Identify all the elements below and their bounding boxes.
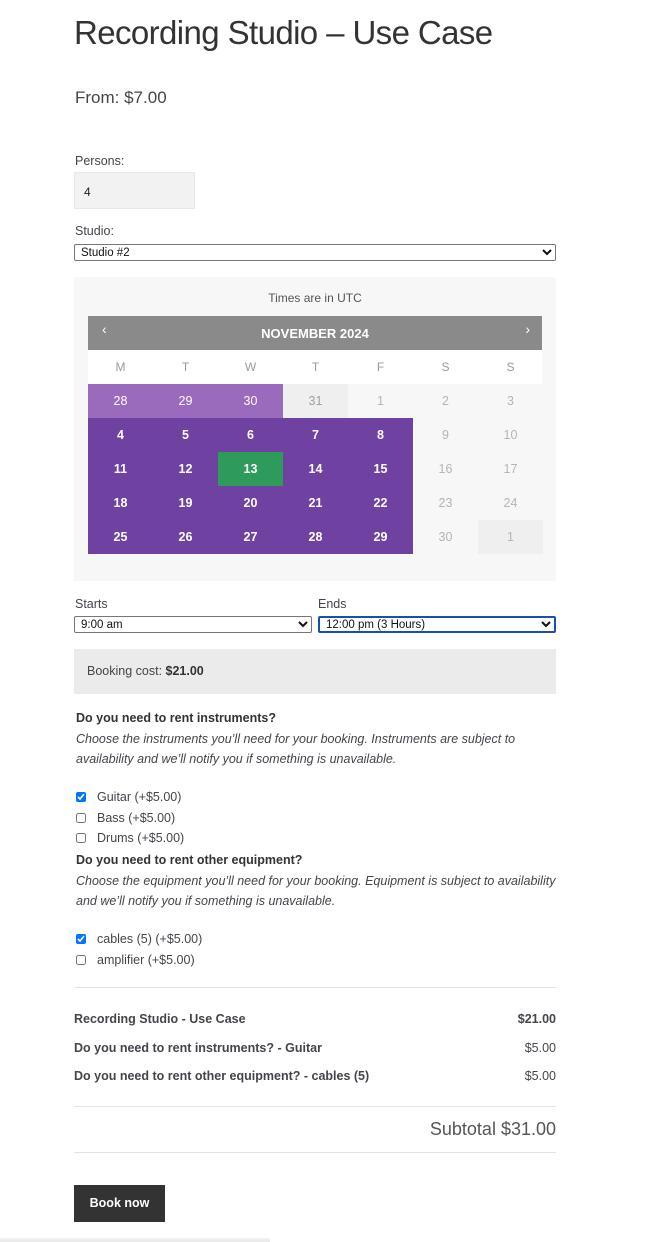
product-price: From: $7.00: [75, 88, 167, 107]
calendar-day[interactable]: 22: [348, 486, 413, 520]
booking-cost-value: $21.00: [165, 664, 204, 678]
calendar-day: 2: [442, 394, 449, 408]
drums-checkbox[interactable]: [76, 833, 86, 843]
weekday-label: S: [506, 360, 515, 374]
summary-line-label: Recording Studio - Use Case: [74, 1012, 246, 1026]
summary-line-label: Do you need to rent other equipment? - cables (5): [74, 1069, 370, 1083]
option-label: amplifier (+$5.00): [97, 953, 195, 967]
product-title: Recording Studio – Use Case: [74, 14, 493, 51]
weekday-label: M: [115, 360, 126, 374]
calendar-day: 10: [503, 428, 518, 442]
calendar-day: 3: [507, 394, 514, 408]
starts-label: Starts: [75, 597, 108, 611]
summary-line-label: Do you need to rent instruments? - Guitar: [74, 1041, 322, 1055]
studio-select[interactable]: [74, 244, 556, 261]
calendar-day[interactable]: 8: [348, 418, 413, 452]
divider: [74, 1106, 556, 1107]
persons-label: Persons:: [75, 154, 125, 168]
studio-label: Studio:: [75, 224, 114, 238]
booking-cost-box: [74, 649, 556, 694]
calendar-day[interactable]: 29: [348, 520, 413, 554]
calendar-day[interactable]: 19: [153, 486, 218, 520]
ends-label: Ends: [318, 597, 347, 611]
calendar-day[interactable]: 20: [218, 486, 283, 520]
option-label: Drums (+$5.00): [97, 831, 185, 845]
calendar-day: 9: [442, 428, 449, 442]
calendar-day[interactable]: 29: [153, 384, 218, 418]
prev-month-icon[interactable]: ‹: [102, 321, 107, 337]
summary-line-value: $5.00: [524, 1041, 556, 1055]
calendar-day[interactable]: 4: [88, 418, 153, 452]
calendar-day: 16: [438, 462, 453, 476]
option-label: Bass (+$5.00): [97, 811, 176, 825]
booking-calendar: [74, 277, 556, 581]
book-now-button[interactable]: Book now: [74, 1185, 165, 1222]
calendar-day: 1: [377, 394, 384, 408]
option-label: cables (5) (+$5.00): [97, 932, 203, 946]
calendar-day[interactable]: 18: [88, 486, 153, 520]
booking-cost-label: Booking cost:: [87, 664, 163, 678]
instruments-question: Do you need to rent instruments?: [76, 711, 277, 725]
calendar-day: 1: [478, 520, 543, 554]
bottom-edge: [0, 1238, 270, 1242]
weekday-label: T: [181, 360, 190, 374]
calendar-day[interactable]: 12: [153, 452, 218, 486]
calendar-month: NOVEMBER 2024: [261, 326, 369, 341]
divider: [74, 987, 556, 988]
calendar-day-selected[interactable]: 13: [218, 452, 283, 486]
summary-line-value: $21.00: [517, 1012, 556, 1026]
summary-line-value: $5.00: [524, 1069, 556, 1083]
calendar-day[interactable]: 7: [283, 418, 348, 452]
amplifier-checkbox[interactable]: [76, 955, 86, 965]
equipment-description: Choose the equipment you’ll need for your booking. Equipment is subject to availability and we’ll notify you if something is unavailable.: [76, 874, 556, 908]
start-time-select[interactable]: [74, 616, 312, 633]
weekday-label: S: [441, 360, 450, 374]
instruments-description: Choose the instruments you’ll need for your booking. Instruments are subject to availability and we’ll notify you if something is unavailable.: [76, 732, 516, 766]
weekday-label: F: [376, 360, 385, 374]
calendar-day[interactable]: 27: [218, 520, 283, 554]
weekday-label: T: [311, 360, 320, 374]
option-label: Guitar (+$5.00): [97, 790, 182, 804]
calendar-header: [88, 316, 542, 350]
calendar-day[interactable]: 6: [218, 418, 283, 452]
guitar-checkbox[interactable]: [76, 792, 86, 802]
calendar-day[interactable]: 21: [283, 486, 348, 520]
weekday-label: W: [244, 360, 257, 374]
calendar-day: 17: [503, 462, 518, 476]
calendar-day: 30: [438, 530, 453, 544]
calendar-day[interactable]: 11: [88, 452, 153, 486]
calendar-day[interactable]: 28: [283, 520, 348, 554]
next-month-icon[interactable]: ›: [525, 321, 530, 337]
calendar-day[interactable]: 26: [153, 520, 218, 554]
end-time-select[interactable]: [318, 616, 556, 633]
calendar-day[interactable]: 5: [153, 418, 218, 452]
calendar-day: 31: [283, 384, 348, 418]
calendar-day[interactable]: 30: [218, 384, 283, 418]
calendar-day[interactable]: 28: [88, 384, 153, 418]
subtotal: Subtotal $31.00: [429, 1119, 556, 1139]
divider: [74, 1152, 556, 1153]
cables-checkbox[interactable]: [76, 934, 86, 944]
equipment-question: Do you need to rent other equipment?: [76, 853, 303, 867]
timezone-note: Times are in UTC: [268, 291, 362, 305]
bass-checkbox[interactable]: [76, 813, 86, 823]
persons-input[interactable]: 4: [74, 172, 195, 209]
calendar-day[interactable]: 25: [88, 520, 153, 554]
calendar-day: 23: [438, 496, 453, 510]
weekday-row: [88, 350, 542, 384]
calendar-day[interactable]: 14: [283, 452, 348, 486]
calendar-day: 24: [503, 496, 518, 510]
calendar-day[interactable]: 15: [348, 452, 413, 486]
